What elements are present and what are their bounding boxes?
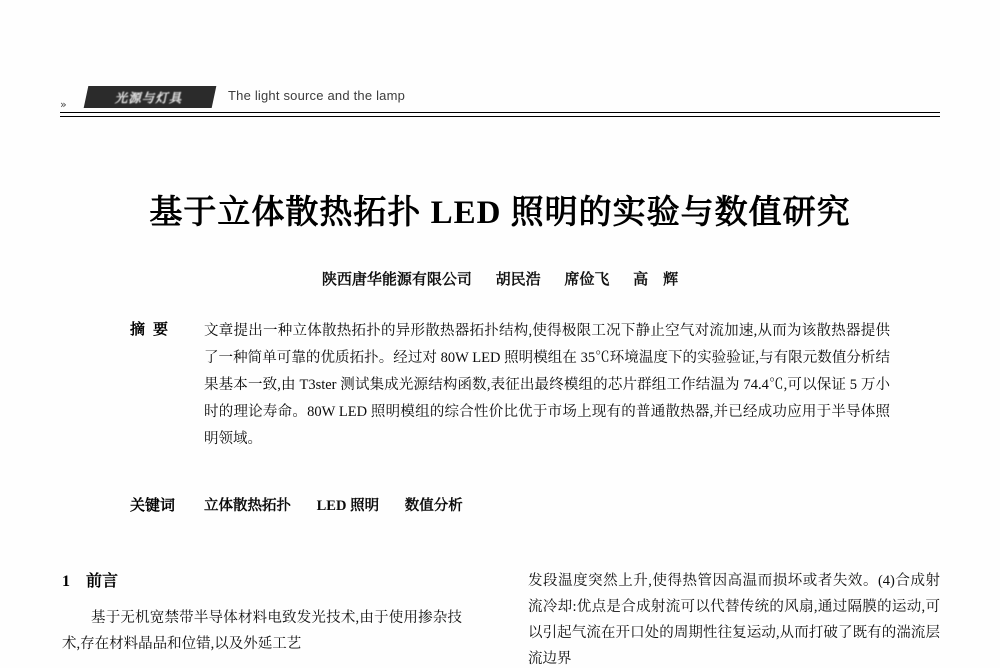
author-affiliation: 陕西唐华能源有限公司 bbox=[321, 272, 472, 288]
abstract-block bbox=[130, 318, 890, 453]
header-section-tag-label: 光源与灯具 bbox=[114, 91, 185, 105]
header-section-english-label: The light source and the lamp bbox=[228, 88, 406, 103]
abstract-text: 文章提出一种立体散热拓扑的异形散热器拓扑结构,使得极限工况下静止空气对流加速,从而为该散热器提供了一种简单可靠的优质拓扑。经过对 80W LED 照明模组在 35℃环境温度下的实验验证,与有限元数值分析结果基本一致,由 T3ster 测试集成光源结构函数,表征出最终模组的芯片群组工作结温为 74.4℃,可以保证 5 万小时的理论寿命。80W LED 照明模组的综合性价比优于市场上现有的普通散热器,并已经成功应用于半导体照明领域。 bbox=[204, 323, 890, 447]
section-number-1: 1 bbox=[62, 573, 70, 590]
keyword-item-3: 数值分析 bbox=[404, 498, 463, 514]
keyword-item-1: 立体散热拓扑 bbox=[204, 498, 291, 514]
keyword-item-2: LED 照明 bbox=[316, 498, 380, 514]
body-paragraph-left: 基于无机宽禁带半导体材料电致发光技术,由于使用掺杂技术,存在材料晶品和位错,以及外延工艺 bbox=[62, 610, 462, 652]
header-divider-bottom bbox=[60, 116, 940, 117]
running-header bbox=[60, 86, 940, 120]
body-column-left bbox=[62, 568, 462, 657]
author-name-2: 席俭飞 bbox=[564, 272, 610, 288]
author-line bbox=[60, 268, 940, 289]
body-column-right bbox=[528, 568, 940, 672]
header-divider-top bbox=[60, 112, 940, 113]
body-paragraph-right: 发段温度突然上升,使得热管因高温而损坏或者失效。(4)合成射流冷却:优点是合成射流可以代替传统的风扇,通过隔膜的运动,可以引起气流在开口处的周期性往复运动,从而打破了既有的湍流层流边界 bbox=[528, 573, 940, 667]
keywords-list bbox=[204, 494, 485, 515]
keywords-label: 关键词 bbox=[130, 498, 176, 514]
keywords-block bbox=[130, 494, 890, 515]
section-title-1: 前言 bbox=[86, 573, 119, 590]
page-title: 基于立体散热拓扑 LED 照明的实验与数值研究 bbox=[149, 195, 851, 231]
header-section-tag bbox=[84, 86, 217, 108]
author-name-1: 胡民浩 bbox=[495, 272, 541, 288]
abstract-label: 摘要 bbox=[130, 322, 177, 338]
author-name-3: 高 辉 bbox=[633, 272, 679, 288]
header-arrows-icon: » bbox=[60, 98, 66, 111]
section-heading-1 bbox=[62, 568, 462, 591]
